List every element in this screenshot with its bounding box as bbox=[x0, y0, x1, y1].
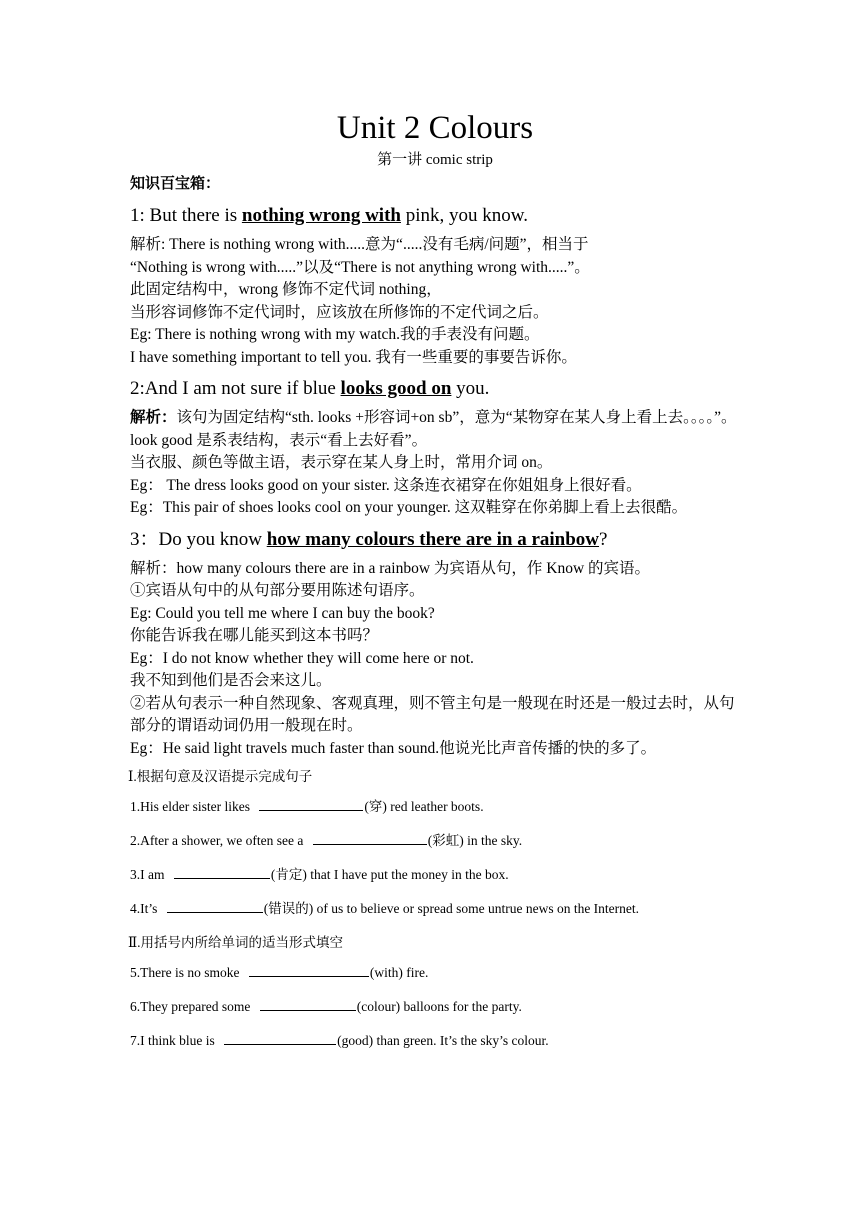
document-page bbox=[130, 108, 740, 1064]
point-heading: 3：Do you know how many colours there are in a rainbow? bbox=[130, 528, 608, 550]
translation-line: 我不知到他们是否会来这儿。 bbox=[130, 672, 332, 689]
example-line: Eg： The dress looks good on your sister. 这条连衣裙穿在你姐姐身上很好看。 bbox=[130, 476, 642, 494]
answer-blank[interactable] bbox=[259, 797, 363, 811]
exercise-section-2 bbox=[130, 932, 740, 1052]
example-line: Eg: There is nothing wrong with my watch.我的手表没有问题。 bbox=[130, 326, 540, 343]
example-line: Eg：He said light travels much faster than sound.他说光比声音传播的快的多了。 bbox=[130, 739, 657, 757]
exercise-item: 1.His elder sister likes (穿) red leather boots. bbox=[130, 799, 484, 814]
point-3 bbox=[130, 524, 740, 761]
page-subtitle: 第一讲 comic strip bbox=[377, 152, 493, 168]
exercise-item: 5.There is no smoke (with) fire. bbox=[130, 965, 429, 980]
answer-blank[interactable] bbox=[174, 865, 270, 879]
key-phrase: nothing wrong with bbox=[241, 205, 401, 226]
exercise-item: 6.They prepared some (colour) balloons for the party. bbox=[130, 999, 522, 1014]
exercise-heading: Ⅱ.用括号内所给单词的适当形式填空 bbox=[128, 935, 344, 950]
exercise-item: 2.After a shower, we often see a (彩虹) in the sky. bbox=[130, 833, 523, 848]
exercise-section-1 bbox=[130, 766, 740, 920]
translation-line: 你能告诉我在哪儿能买到这本书吗？ bbox=[130, 627, 379, 644]
example-line: I have something important to tell you. 我有一些重要的事要告诉你。 bbox=[130, 348, 577, 366]
exercise-item: 3.I am (肯定) that I have put the money in the box. bbox=[130, 867, 509, 882]
key-phrase: looks good on bbox=[340, 378, 452, 399]
explanation-line: 当形容词修饰不定代词时，应该放在所修饰的不定代词之后。 bbox=[130, 303, 549, 321]
point-heading: 1: But there is nothing wrong with pink, you know. bbox=[130, 205, 529, 226]
page-title: Unit 2 Colours bbox=[336, 110, 534, 146]
answer-blank[interactable] bbox=[224, 1031, 336, 1045]
answer-blank[interactable] bbox=[313, 831, 427, 845]
explanation-line: 解析：how many colours there are in a rainbow 为宾语从句，作 Know 的宾语。 bbox=[130, 559, 651, 577]
answer-blank[interactable] bbox=[167, 899, 263, 913]
section-label: 知识百宝箱： bbox=[130, 176, 221, 192]
answer-blank[interactable] bbox=[260, 997, 356, 1011]
exercise-heading: Ⅰ.根据句意及汉语提示完成句子 bbox=[128, 769, 313, 784]
exercise-item: 4.It’s (错误的) of us to believe or spread some untrue news on the Internet. bbox=[130, 901, 640, 916]
example-line: Eg: Could you tell me where I can buy the book? bbox=[130, 604, 435, 622]
explanation-line: “Nothing is wrong with.....”以及“There is not anything wrong with.....”。 bbox=[130, 258, 590, 276]
explanation-line: 解析：该句为固定结构“sth. looks +形容词+on sb”，意为“某物穿在某人身上看上去。。。。”。look good 是系表结构，表示“看上去好看”。 bbox=[130, 409, 737, 449]
point-heading: 2:And I am not sure if blue looks good on you. bbox=[130, 378, 490, 399]
rule-line: ①宾语从句中的从句部分要用陈述句语序。 bbox=[130, 582, 425, 599]
point-1 bbox=[130, 200, 740, 369]
rule-line: ②若从句表示一种自然现象、客观真理，则不管主句是一般现在时还是一般过去时，从句部分的谓语动词仍用一般现在时。 bbox=[130, 694, 735, 734]
answer-blank[interactable] bbox=[249, 963, 369, 977]
example-line: Eg：I do not know whether they will come here or not. bbox=[130, 649, 474, 667]
explanation-line: 解析: There is nothing wrong with.....意为“.....没有毛病/问题”，相当于 bbox=[130, 236, 589, 253]
analysis-label: 解析： bbox=[130, 409, 177, 426]
explanation-line: 此固定结构中，wrong 修饰不定代词 nothing， bbox=[130, 281, 442, 298]
exercise-item: 7.I think blue is (good) than green. It’s the sky’s colour. bbox=[130, 1033, 549, 1048]
explanation-line: 当衣服、颜色等做主语，表示穿在某人身上时，常用介词 on。 bbox=[130, 454, 553, 471]
point-2 bbox=[130, 373, 740, 520]
example-line: Eg：This pair of shoes looks cool on your younger. 这双鞋穿在你弟脚上看上去很酷。 bbox=[130, 499, 688, 516]
key-phrase: how many colours there are in a rainbow bbox=[266, 528, 600, 550]
